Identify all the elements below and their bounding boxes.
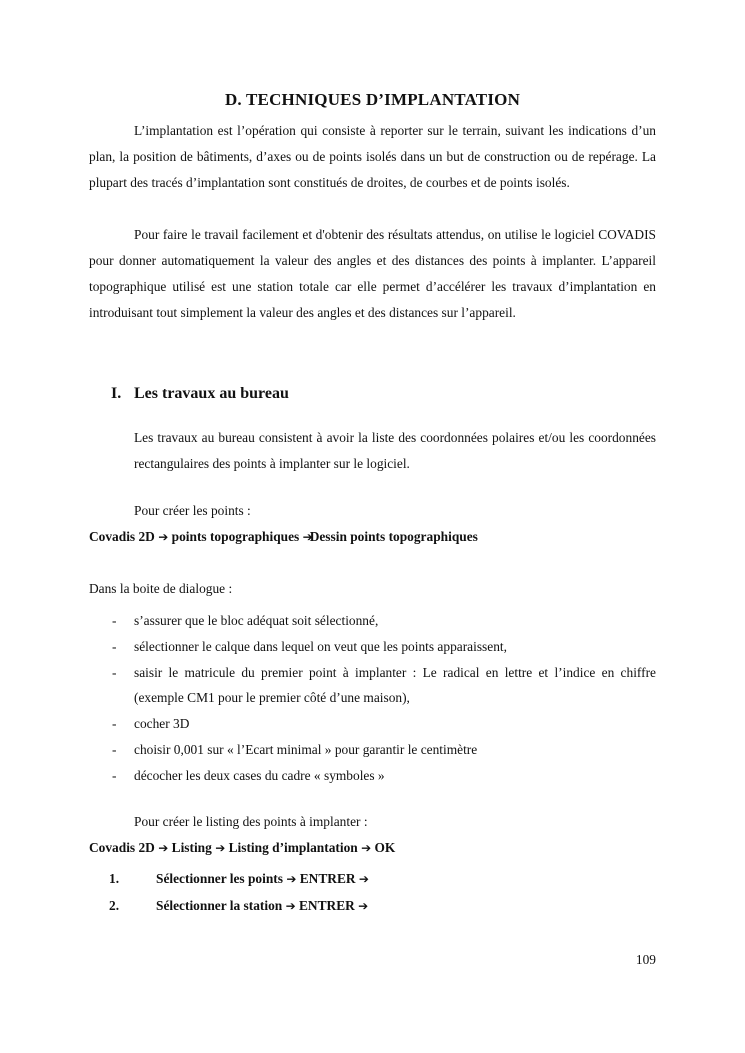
arrow-right-icon: ➔ [358, 898, 369, 913]
section-number: I. [111, 385, 122, 402]
arrow-right-icon: ➔ [361, 841, 372, 855]
arrow-right-icon: ➔ [302, 530, 313, 544]
bullet-marker: - [112, 716, 117, 732]
create-points-intro: Pour créer les points : [134, 503, 251, 518]
list-item-text: saisir le matricule du premier point à implanter : Le radical en lettre et l’indice en chiffre (exemple CM1 pour le premier côté d’une maison), [134, 664, 656, 706]
arrow-right-icon: ➔ [158, 841, 169, 855]
intro-paragraph-1: L’implantation est l’opération qui consiste à reporter sur le terrain, suivant les indications d’un plan, la position de bâtiments, d’axes ou de points isolés dans un but de construction ou de repérage. La plupart des tracés d’implantation sont constitués de droites, de courbes et de points isolés. [89, 123, 656, 190]
section-description: Les travaux au bureau consistent à avoir la liste des coordonnées polaires et/ou les coordonnées rectangulaires des points à implanter sur le logiciel. [134, 430, 656, 471]
bullet-marker: - [112, 613, 117, 628]
arrow-right-icon: ➔ [158, 530, 169, 544]
create-listing-path [89, 840, 395, 856]
path-step: Covadis 2D [89, 840, 155, 855]
bullet-marker: - [112, 741, 117, 757]
list-item [89, 893, 369, 920]
step-text: Sélectionner la station [156, 897, 283, 913]
list-item-text: choisir 0,001 sur « l’Ecart minimal » pour garantir le centimètre [134, 741, 478, 757]
dialog-intro: Dans la boite de dialogue : [89, 581, 233, 596]
path-step: Covadis 2D [89, 529, 155, 544]
list-item-text: s’assurer que le bloc adéquat soit sélectionné, [134, 613, 379, 628]
create-points-path [89, 529, 478, 545]
list-item [89, 866, 369, 893]
section-heading [111, 385, 289, 403]
path-step: Dessin points topographiques [309, 529, 478, 544]
path-step: Listing d’implantation [228, 840, 358, 855]
list-item [89, 608, 656, 634]
bullet-marker: - [112, 664, 117, 680]
arrow-right-icon: ➔ [358, 872, 369, 886]
intro-paragraph-2: Pour faire le travail facilement et d'obtenir des résultats attendus, on utilise le logiciel COVADIS pour donner automatiquement la valeur des angles et des distances des points à implanter. L’appareil topographique utilisé est une station totale car elle permet d’accélérer les travaux d’implantation en introduisant tout simplement la valeur des angles et des distances sur l’appareil. [89, 227, 656, 320]
list-item-text: sélectionner le calque dans lequel on veut que les points apparaissent, [134, 638, 507, 654]
bullet-marker: - [112, 767, 117, 783]
list-item-text: décocher les deux cases du cadre « symboles » [134, 767, 385, 783]
arrow-right-icon: ➔ [286, 872, 297, 886]
list-item [89, 763, 656, 789]
arrow-right-icon: ➔ [215, 841, 226, 855]
list-item [89, 737, 656, 763]
dialog-options-list [89, 608, 656, 789]
step-action: ENTRER [299, 871, 356, 886]
list-item [89, 634, 656, 660]
listing-steps [89, 866, 369, 920]
list-item [89, 660, 656, 712]
step-number: 1. [109, 871, 120, 886]
step-action: ENTRER [299, 897, 355, 913]
step-number: 2. [109, 897, 120, 913]
bullet-marker: - [112, 638, 117, 654]
path-step: OK [374, 840, 396, 855]
page-number: 109 [635, 952, 656, 967]
page-title: D. TECHNIQUES D’IMPLANTATION [224, 90, 521, 109]
path-step: Listing [171, 840, 212, 855]
create-listing-intro: Pour créer le listing des points à implanter : [134, 814, 368, 829]
path-step: points topographiques [171, 529, 300, 544]
section-title: Les travaux au bureau [134, 385, 289, 402]
list-item-text: cocher 3D [134, 716, 190, 732]
step-text: Sélectionner les points [156, 871, 283, 886]
list-item [89, 711, 656, 737]
arrow-right-icon: ➔ [285, 898, 296, 913]
